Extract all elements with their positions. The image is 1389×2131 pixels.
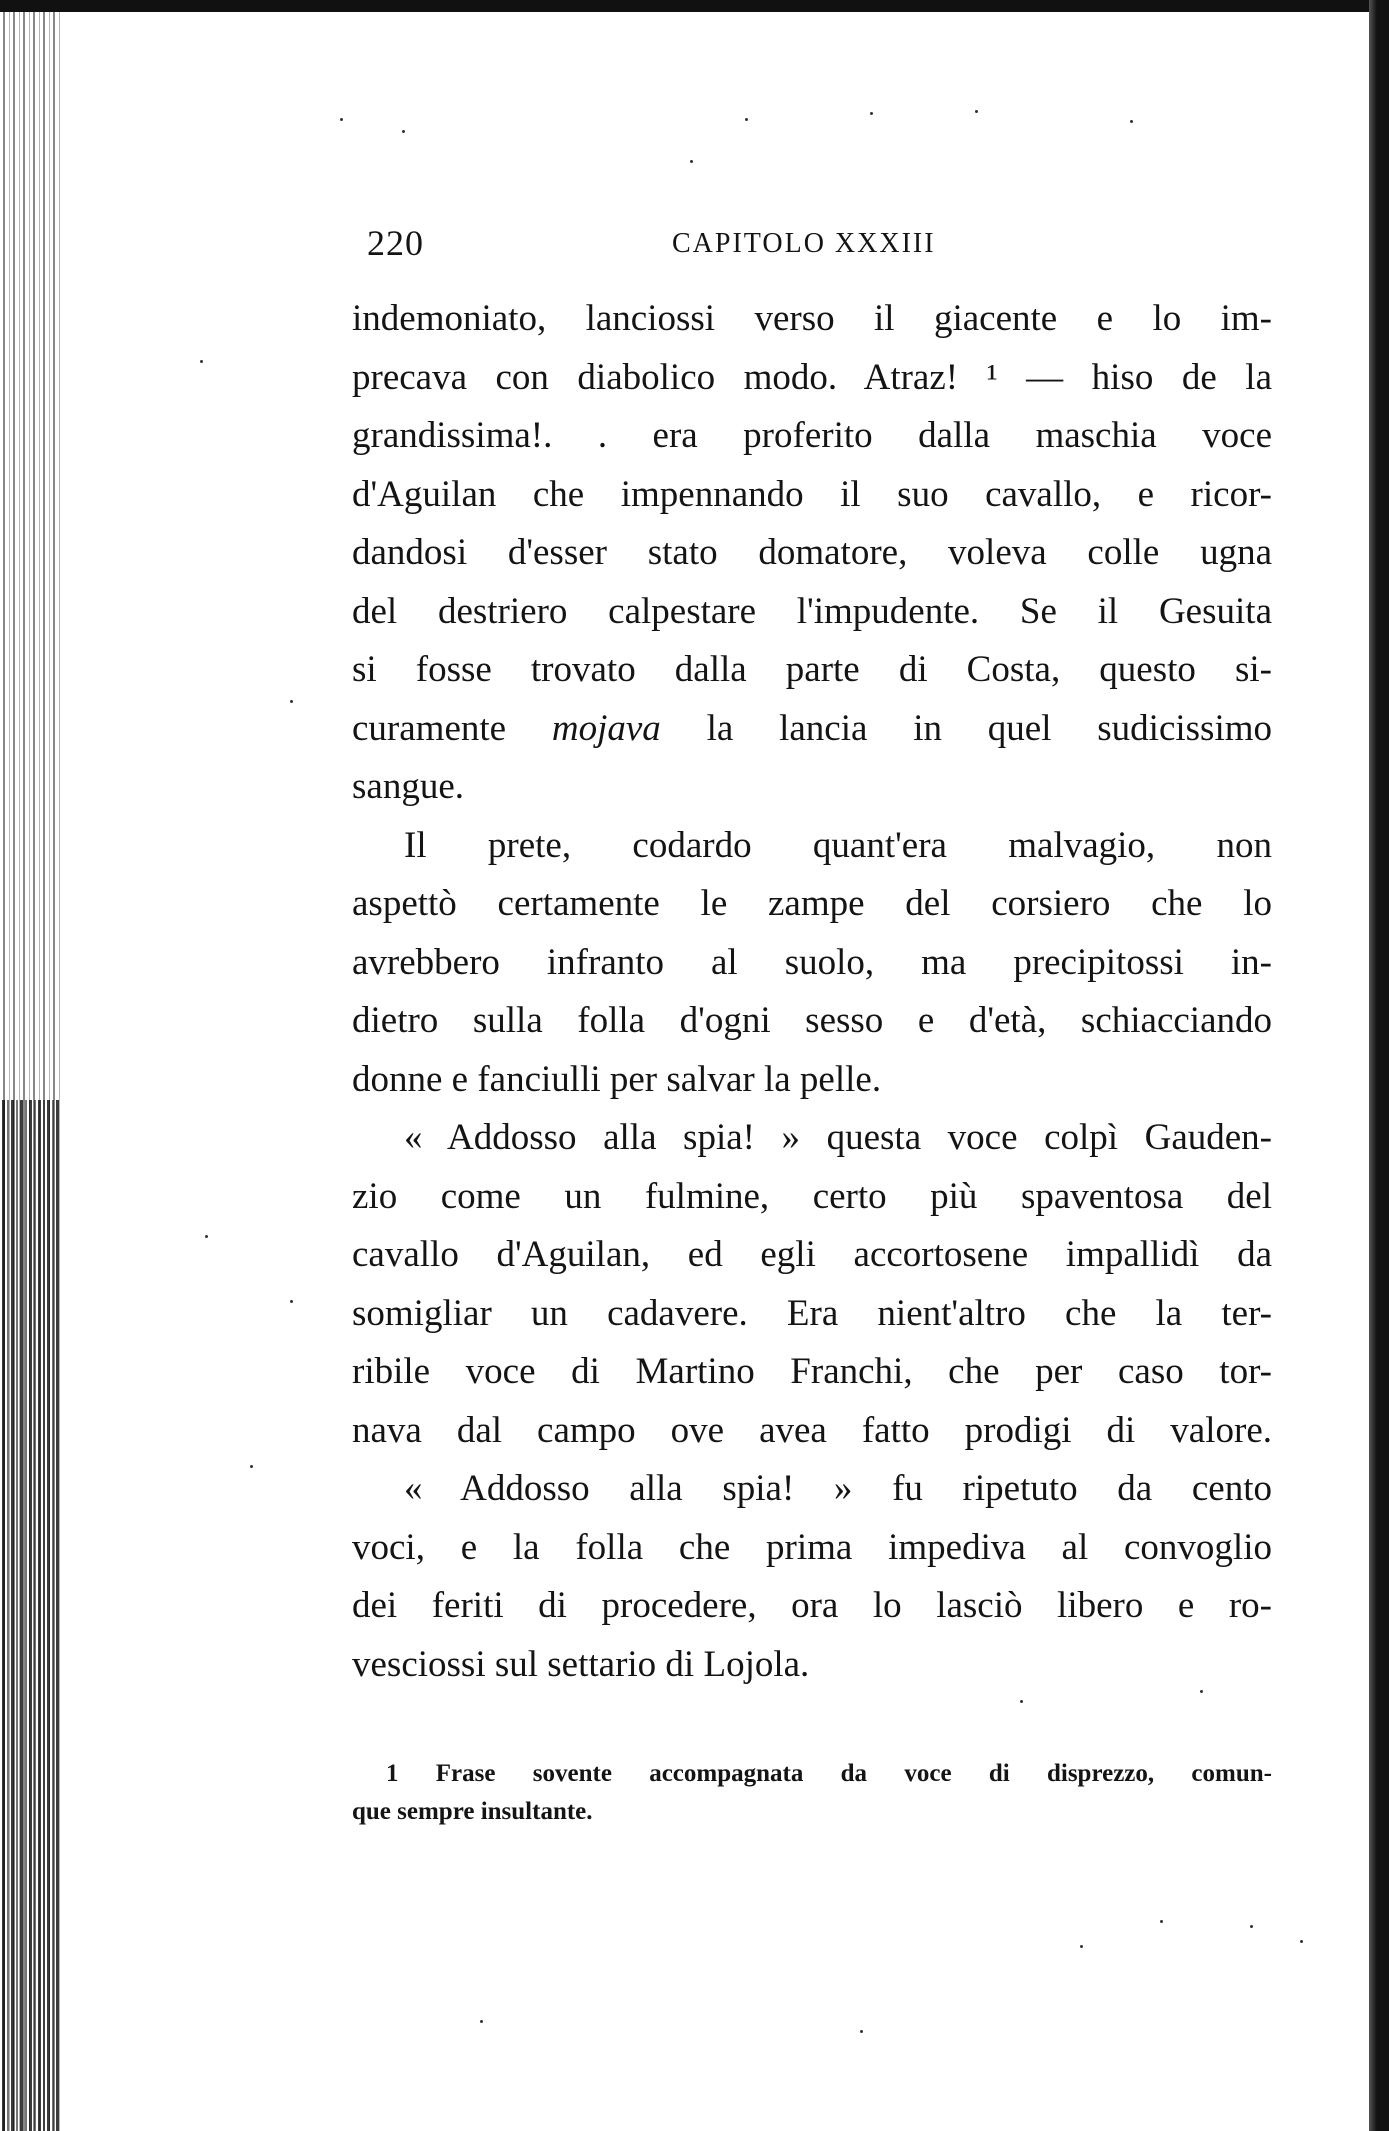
- text-line: dietro sulla folla d'ogni sesso e d'età, schiacciando: [352, 1000, 1272, 1041]
- footnote-line: que sempre insultante.: [352, 1798, 593, 1825]
- scan-speck: [250, 1465, 253, 1468]
- text-line: indemoniato, lanciossi verso il giacente e lo im-: [352, 298, 1272, 339]
- scan-speck: [480, 2020, 483, 2023]
- text-line: [352, 700, 1272, 759]
- text-line: dei feriti di procedere, ora lo lasciò libero e ro-: [352, 1585, 1272, 1626]
- scan-speck: [1020, 1700, 1023, 1703]
- scan-speck: [290, 700, 293, 703]
- text-line: « Addosso alla spia! » questa voce colpì Gauden-: [404, 1117, 1272, 1158]
- text-line: sangue.: [352, 766, 464, 807]
- text-line: grandissima!. . era proferito dalla maschia voce: [352, 415, 1272, 456]
- text-line: somigliar un cadavere. Era nient'altro che la ter-: [352, 1292, 1272, 1334]
- italic-word: mojava: [551, 707, 661, 749]
- footnote-line: 1 Frase sovente accompagnata da voce di disprezzo, comun-: [386, 1760, 1272, 1787]
- scan-speck: [205, 1235, 208, 1238]
- scan-speck: [870, 112, 873, 115]
- scan-left-edge-dense: [0, 1100, 60, 2131]
- text-line: cavallo d'Aguilan, ed egli accortosene impallidì da: [352, 1234, 1272, 1275]
- text-line: avrebbero infranto al suolo, ma precipitossi in-: [352, 941, 1272, 983]
- scan-speck: [340, 118, 343, 121]
- scan-top-border: [0, 0, 1389, 12]
- scan-speck: [200, 360, 203, 363]
- text-line: si fosse trovato dalla parte di Costa, questo si-: [352, 649, 1272, 690]
- running-head: CAPITOLO XXXIII: [672, 228, 936, 259]
- text-line: zio come un fulmine, certo più spaventosa del: [352, 1175, 1272, 1217]
- page-number: 220: [367, 223, 424, 263]
- text-line: voci, e la folla che prima impediva al convoglio: [352, 1526, 1272, 1568]
- text-line: d'Aguilan che impennando il suo cavallo, e ricor-: [352, 473, 1272, 515]
- scan-speck: [1250, 1925, 1253, 1928]
- footnote: [352, 1755, 1272, 1831]
- scan-speck: [975, 110, 978, 113]
- text-line: Il prete, codardo quant'era malvagio, non: [404, 824, 1272, 866]
- text-line: precava con diabolico modo. Atraz! ¹ — hiso de la: [352, 356, 1272, 398]
- text-line: donne e fanciulli per salvar la pelle.: [352, 1058, 882, 1100]
- text-segment: la lancia in quel sudicissimo: [706, 707, 1273, 749]
- scan-speck: [1130, 120, 1133, 123]
- scan-speck: [1080, 1945, 1083, 1948]
- text-segment: curamente: [352, 707, 507, 749]
- scan-right-border: [1369, 0, 1389, 2131]
- scan-speck: [290, 1300, 293, 1303]
- page-header: [367, 222, 1047, 266]
- scan-speck: [860, 2030, 863, 2033]
- scan-speck: [745, 118, 748, 121]
- text-line: ribile voce di Martino Franchi, che per caso tor-: [352, 1351, 1272, 1392]
- scan-speck: [1160, 1920, 1163, 1923]
- text-line: nava dal campo ove avea fatto prodigi di valore.: [352, 1409, 1272, 1451]
- body-text: [352, 290, 1272, 1694]
- scan-speck: [1300, 1940, 1303, 1943]
- text-line: del destriero calpestare l'impudente. Se il Gesuita: [352, 590, 1272, 632]
- text-line: aspettò certamente le zampe del corsiero che lo: [352, 883, 1272, 924]
- text-line: « Addosso alla spia! » fu ripetuto da cento: [404, 1468, 1272, 1509]
- text-line: vesciossi sul settario di Lojola.: [352, 1643, 810, 1685]
- scan-speck: [402, 130, 405, 133]
- scan-speck: [690, 160, 693, 163]
- text-line: dandosi d'esser stato domatore, voleva colle ugna: [352, 532, 1272, 573]
